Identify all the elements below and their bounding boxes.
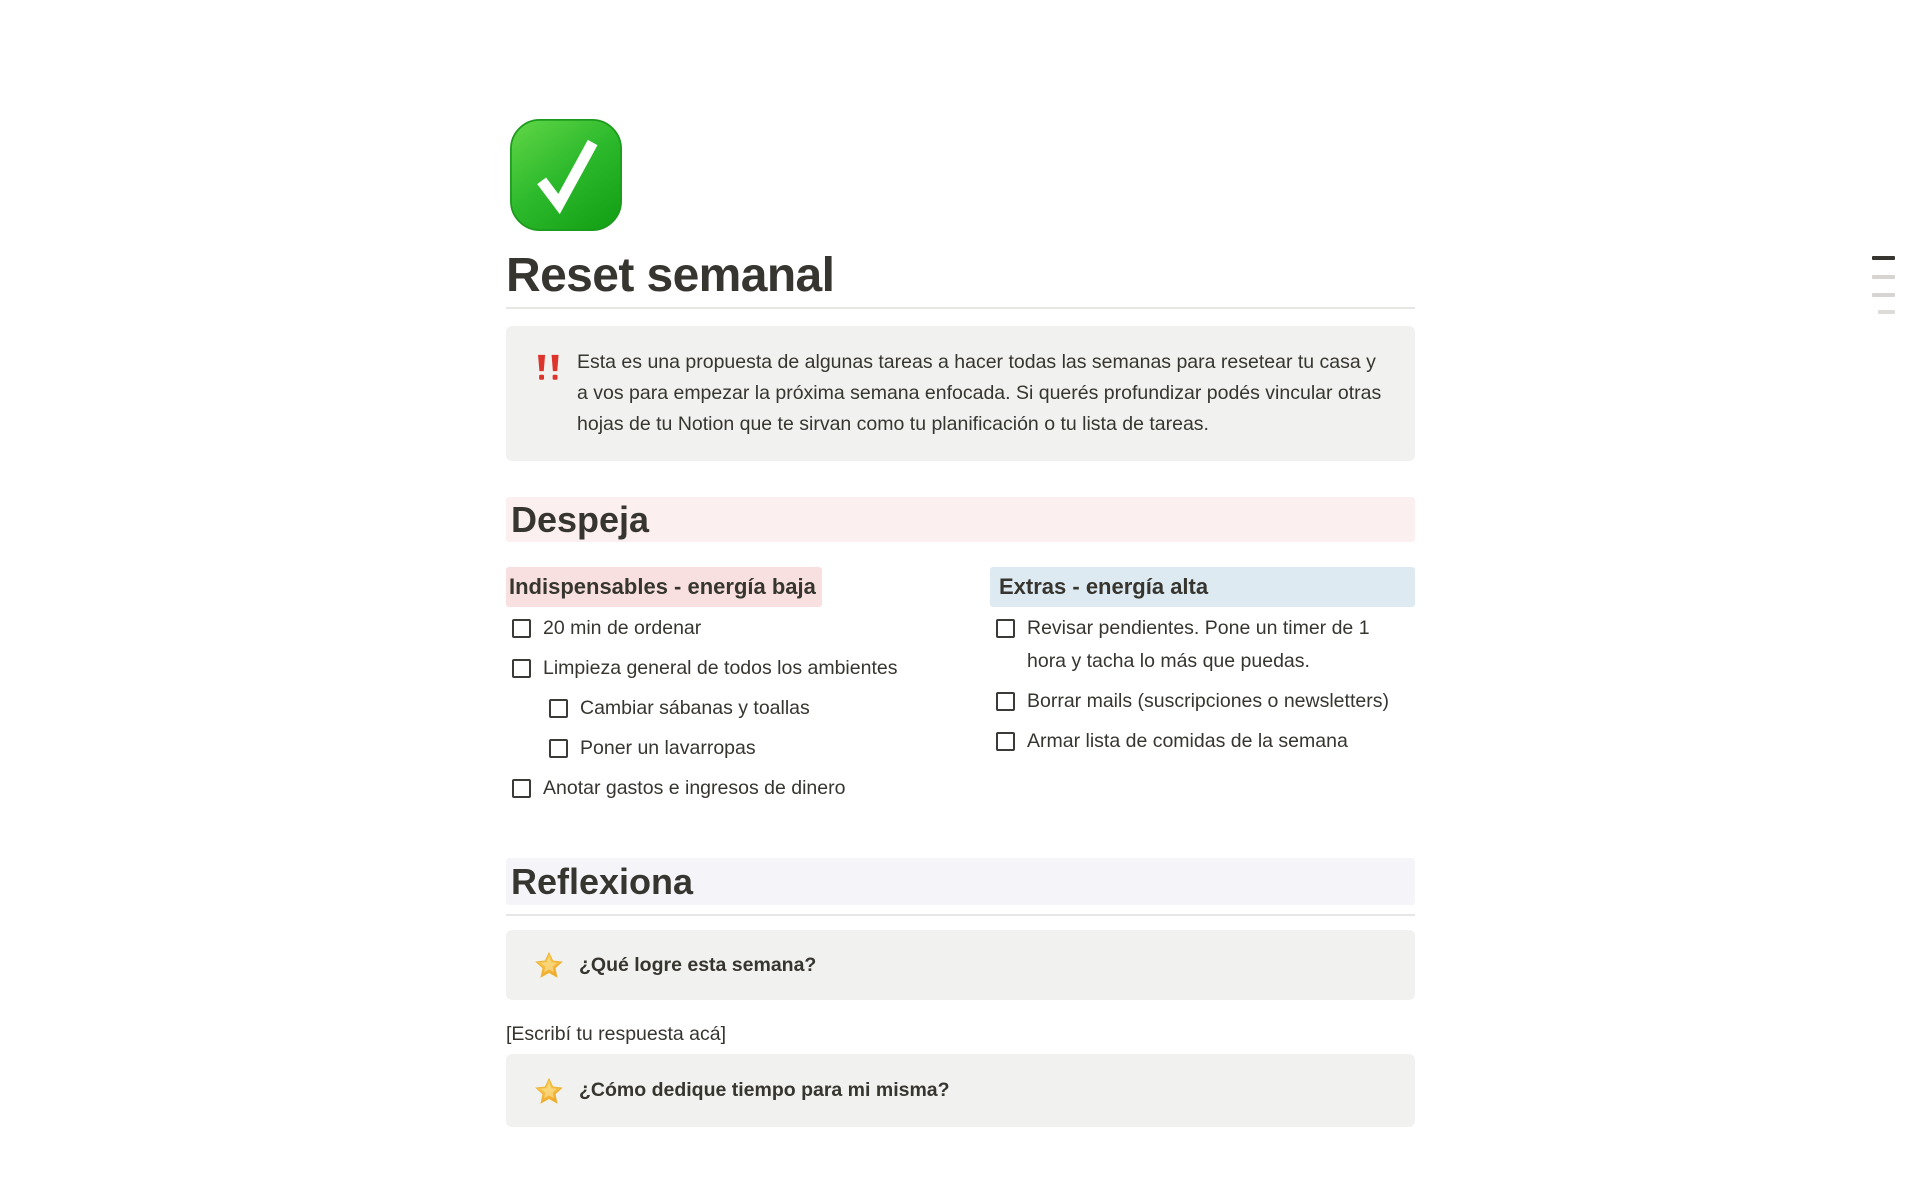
todo-item[interactable]: Revisar pendientes. Pone un timer de 1 hora y tacha lo más que puedas. <box>990 612 1415 678</box>
outline-bar <box>1872 293 1895 297</box>
column-header-indispensables[interactable]: Indispensables - energía baja <box>506 567 940 607</box>
check-mark-icon <box>506 117 626 233</box>
todo-item[interactable]: Anotar gastos e ingresos de dinero <box>506 772 940 805</box>
checkbox-unchecked-icon[interactable] <box>512 619 531 638</box>
column-extras <box>990 567 1415 812</box>
checkbox-unchecked-icon[interactable] <box>996 732 1015 751</box>
outline-indicator[interactable] <box>1872 256 1896 329</box>
section-heading-reflexiona[interactable]: Reflexiona <box>506 858 1415 905</box>
outline-bar <box>1878 310 1895 314</box>
divider <box>506 914 1415 916</box>
checkbox-unchecked-icon[interactable] <box>996 619 1015 638</box>
checkbox-unchecked-icon[interactable] <box>512 659 531 678</box>
checkbox-unchecked-icon[interactable] <box>549 739 568 758</box>
star-icon <box>535 951 563 979</box>
double-exclamation-icon <box>535 352 562 388</box>
todo-item[interactable]: Limpieza general de todos los ambientes <box>506 652 940 685</box>
column-header-extras[interactable]: Extras - energía alta <box>990 567 1415 607</box>
question-callout-2[interactable] <box>506 1054 1415 1127</box>
page-title[interactable]: Reset semanal <box>506 249 835 302</box>
todo-item[interactable]: Borrar mails (suscripciones o newsletters) <box>990 685 1415 718</box>
question-callout-1[interactable] <box>506 930 1415 1000</box>
checkbox-unchecked-icon[interactable] <box>549 699 568 718</box>
page-content <box>506 0 1415 1127</box>
divider <box>506 307 1415 309</box>
answer-placeholder[interactable]: [Escribí tu respuesta acá] <box>506 1023 727 1045</box>
intro-callout-text: Esta es una propuesta de algunas tareas a hacer todas las semanas para resetear tu casa y a vos para empezar la próxima semana enfocada. Si querés profundizar podés vincular otras hojas de tu Notion que te sirvan como tu planificación o tu lista de tareas. <box>577 351 1382 435</box>
intro-callout[interactable] <box>506 326 1415 461</box>
page-icon-check-mark[interactable] <box>506 117 626 233</box>
question-text: ¿Cómo dedique tiempo para mi misma? <box>579 1079 950 1101</box>
todo-item[interactable]: Armar lista de comidas de la semana <box>990 725 1415 758</box>
star-icon <box>535 1077 563 1105</box>
checkbox-unchecked-icon[interactable] <box>996 692 1015 711</box>
checkbox-unchecked-icon[interactable] <box>512 779 531 798</box>
section-heading-despeja[interactable]: Despeja <box>506 497 1415 542</box>
question-text: ¿Qué logre esta semana? <box>579 953 817 976</box>
two-column-layout <box>506 567 1415 812</box>
outline-bar <box>1872 275 1895 279</box>
todo-item-nested[interactable]: Cambiar sábanas y toallas <box>543 692 940 725</box>
outline-bar <box>1872 256 1895 260</box>
todo-item-nested[interactable]: Poner un lavarropas <box>543 732 940 765</box>
column-indispensables <box>506 567 940 812</box>
todo-item[interactable]: 20 min de ordenar <box>506 612 940 645</box>
